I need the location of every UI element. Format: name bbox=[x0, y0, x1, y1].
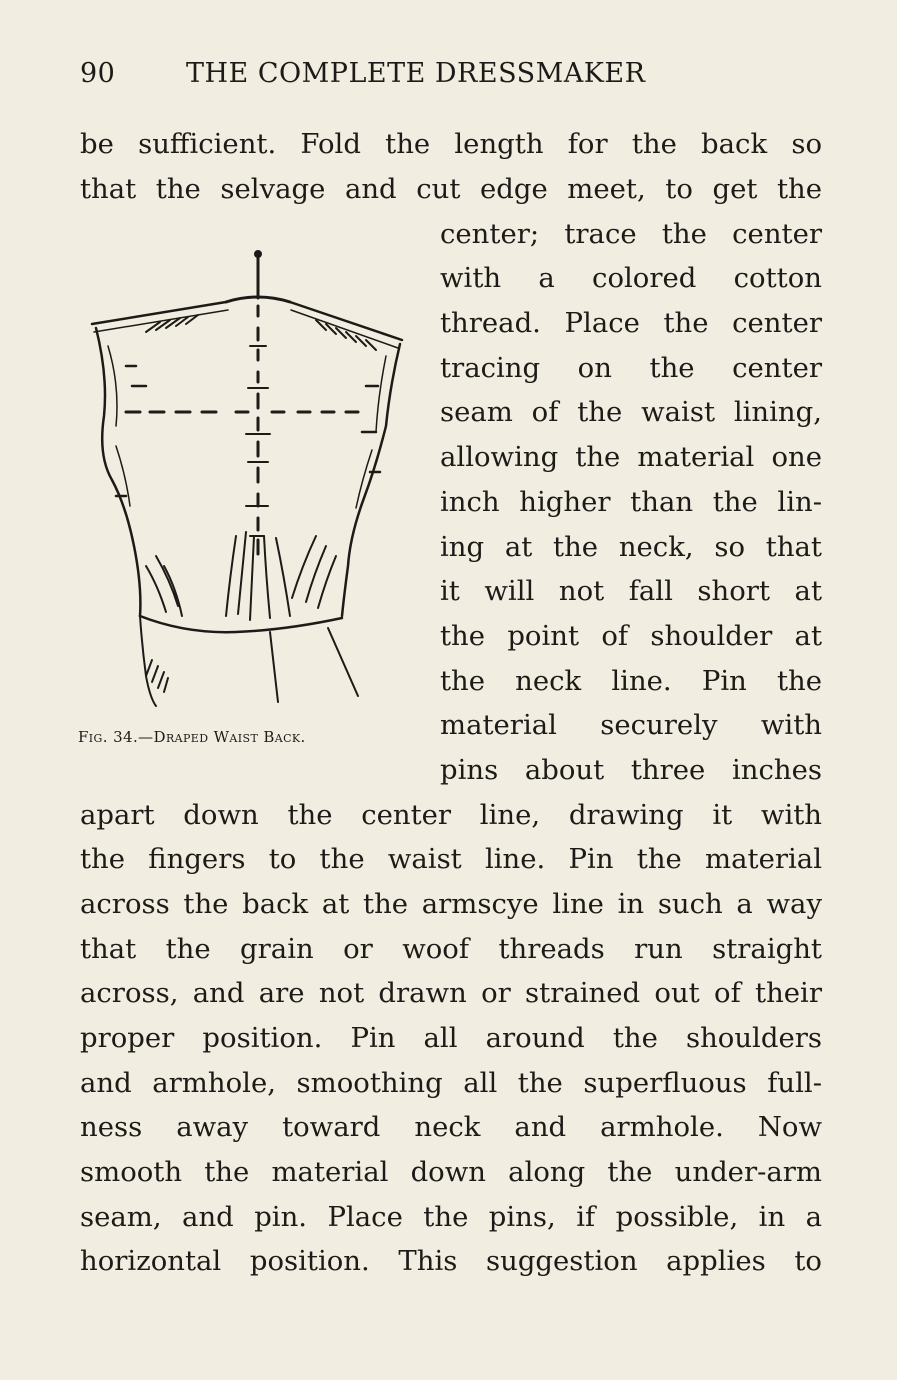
text-line: allowing the material one bbox=[440, 441, 822, 473]
text-line: with a colored cotton bbox=[440, 262, 822, 294]
text-line: the fingers to the waist line. Pin the material bbox=[80, 843, 822, 875]
text-line: smooth the material down along the under-arm bbox=[80, 1156, 822, 1188]
text-line: ness away toward neck and armhole. Now bbox=[80, 1111, 822, 1143]
text-line: inch higher than the lin- bbox=[440, 486, 822, 518]
text-line: the neck line. Pin the bbox=[440, 665, 822, 697]
book-title: THE COMPLETE DRESSMAKER bbox=[186, 58, 646, 89]
text-line: the point of shoulder at bbox=[440, 620, 822, 652]
text-line: tracing on the center bbox=[440, 352, 822, 384]
text-line: horizontal position. This suggestion applies to bbox=[80, 1245, 822, 1277]
text-line: pins about three inches bbox=[440, 754, 822, 786]
text-line: thread. Place the center bbox=[440, 307, 822, 339]
text-line: apart down the center line, drawing it with bbox=[80, 799, 822, 831]
running-head bbox=[80, 58, 822, 98]
text-line: be sufficient. Fold the length for the back so bbox=[80, 128, 822, 160]
figure-caption: Fig. 34.—Draped Waist Back. bbox=[78, 728, 306, 746]
text-line: center; trace the center bbox=[440, 218, 822, 250]
draped-waist-back-illustration bbox=[86, 236, 416, 716]
text-line: proper position. Pin all around the shoulders bbox=[80, 1022, 822, 1054]
page-number: 90 bbox=[80, 58, 116, 89]
text-line: seam of the waist lining, bbox=[440, 396, 822, 428]
text-line: across the back at the armscye line in such a way bbox=[80, 888, 822, 920]
text-line: ing at the neck, so that bbox=[440, 531, 822, 563]
text-line: material securely with bbox=[440, 709, 822, 741]
text-line: across, and are not drawn or strained out of their bbox=[80, 977, 822, 1009]
text-line: seam, and pin. Place the pins, if possible, in a bbox=[80, 1201, 822, 1233]
text-line: that the grain or woof threads run straight bbox=[80, 933, 822, 965]
text-line: it will not fall short at bbox=[440, 575, 822, 607]
text-line: that the selvage and cut edge meet, to get the bbox=[80, 173, 822, 205]
text-line: and armhole, smoothing all the superfluous full- bbox=[80, 1067, 822, 1099]
